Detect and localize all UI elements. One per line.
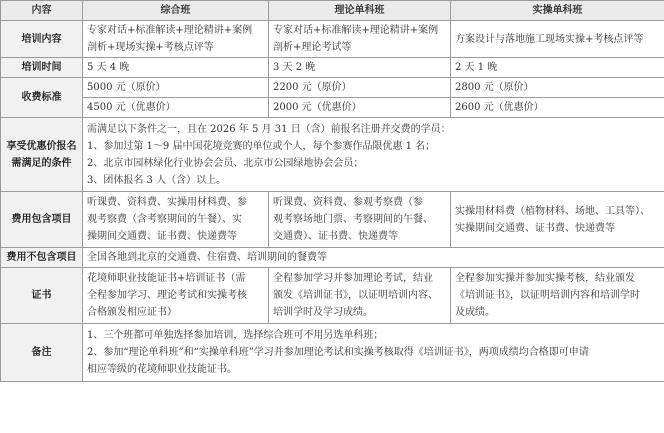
certificate-line: 全程参加实操并参加实操考核，结业颁发 <box>455 273 635 284</box>
content-comprehensive-line: 剖析+现场实操+考核点评等 <box>87 42 214 53</box>
included-line: 观考察费（含考察期间的午餐）、实 <box>87 214 242 225</box>
row-certificate <box>1 268 664 324</box>
fee-discount-theory: 2000 元（优惠价） <box>269 98 451 118</box>
included-line: 听课费、资料费、参观考察费（参 <box>273 197 423 208</box>
discount-condition-line: 需满足以下条件之一，且在 2026 年 5 月 31 日（含）前报名注册并交费的学员： <box>87 123 451 135</box>
row-fee-discount <box>1 98 664 118</box>
included-line: 实操期间交通费、证书费、快递费等 <box>455 222 615 234</box>
content-theory-line: 剖析+理论考试等 <box>273 42 352 53</box>
included-line: 实操用材料费（植物材料、场地、工具等）、 <box>455 205 650 217</box>
label-excluded-items: 费用不包含项目 <box>1 248 83 268</box>
label-discount-line: 需满足的条件 <box>11 157 72 169</box>
notes-text <box>83 324 664 382</box>
included-practice <box>451 192 664 248</box>
certificate-line: 颁发《培训证书》，以证明培训内容、 <box>273 290 438 301</box>
label-certificate: 证书 <box>1 268 83 324</box>
header-content: 内容 <box>1 1 83 21</box>
fee-discount-comprehensive: 4500 元（优惠价） <box>83 98 269 118</box>
time-comprehensive: 5 天 4 晚 <box>83 58 269 78</box>
label-training-content: 培训内容 <box>1 21 83 58</box>
row-training-time <box>1 58 664 78</box>
row-training-content <box>1 21 664 58</box>
discount-condition-line: 2、北京市园林绿化行业协会会员、北京市公园绿地协会会员； <box>87 157 364 169</box>
label-notes: 备注 <box>1 324 83 382</box>
content-practice: 方案设计与落地施工现场实操+考核点评等 <box>451 21 664 58</box>
header-row <box>1 1 664 21</box>
included-comprehensive <box>83 192 269 248</box>
note-line: 相应等级的花境师职业技能证书。 <box>87 364 237 375</box>
certificate-line: 花境师职业技能证书+培训证书（需 <box>87 273 246 284</box>
included-line: 交通费）、证书费、快递费等 <box>273 231 398 242</box>
fee-original-comprehensive: 5000 元（原价） <box>83 78 269 98</box>
certificate-line: 全程参加学习、理论考试和实操考核 <box>87 290 247 301</box>
note-line: 2、参加“理论单科班”和“实操单科班”学习并参加理论考试和实操考核取得《培训证书》，两项成绩均合格即可申请 <box>87 347 589 358</box>
header-comprehensive-class: 综合班 <box>83 1 269 21</box>
header-practice-class: 实操单科班 <box>451 1 664 21</box>
discount-conditions-text <box>83 118 664 192</box>
excluded-items-text: 全国各地到北京的交通费、住宿费、培训期间的餐费等 <box>83 248 664 268</box>
discount-condition-line: 3、团体报名 3 人（含）以上。 <box>87 174 227 186</box>
certificate-comprehensive <box>83 268 269 324</box>
label-training-time: 培训时间 <box>1 58 83 78</box>
certificate-theory <box>269 268 451 324</box>
content-comprehensive <box>83 21 269 58</box>
label-fee-standard: 收费标准 <box>1 78 83 118</box>
row-included-items <box>1 192 664 248</box>
discount-condition-line: 1、参加过第 1～9 届中国花境竞赛的单位或个人，每个参赛作品限优惠 1 名； <box>87 140 436 152</box>
note-line: 1、三个班都可单独选择参加培训，选择综合班可不用另选单科班； <box>87 330 384 341</box>
content-theory <box>269 21 451 58</box>
certificate-line: 及成绩。 <box>455 307 495 318</box>
fee-original-practice: 2800 元（原价） <box>451 78 664 98</box>
header-theory-class: 理论单科班 <box>269 1 451 21</box>
row-fee-original <box>1 78 664 98</box>
fee-discount-practice: 2600 元（优惠价） <box>451 98 664 118</box>
row-discount-conditions <box>1 118 664 192</box>
included-line: 观考察场地门票、考察期间的午餐、 <box>273 214 433 225</box>
row-excluded-items <box>1 248 664 268</box>
certificate-line: 培训学时及学习成绩。 <box>273 307 373 318</box>
content-theory-line: 专家对话+标准解读+理论精讲+案例 <box>273 25 439 36</box>
included-line: 操期间交通费、证书费、快递费等 <box>87 231 237 242</box>
label-included-items: 费用包含项目 <box>1 192 83 248</box>
certificate-line: 《培训证书》，以证明培训内容和培训学时 <box>455 290 640 301</box>
included-line: 听课费、资料费、实操用材料费、参 <box>87 197 247 208</box>
certificate-line: 全程参加学习并参加理论考试，结业 <box>273 273 433 284</box>
label-discount-line: 享受优惠价报名 <box>6 140 77 152</box>
content-comprehensive-line: 专家对话+标准解读+理论精讲+案例 <box>87 25 253 36</box>
label-discount-conditions <box>1 118 83 192</box>
row-notes <box>1 324 664 382</box>
certificate-line: 合格颁发相应证书） <box>87 307 177 318</box>
time-practice: 2 天 1 晚 <box>451 58 664 78</box>
fee-original-theory: 2200 元（原价） <box>269 78 451 98</box>
included-theory <box>269 192 451 248</box>
time-theory: 3 天 2 晚 <box>269 58 451 78</box>
certificate-practice <box>451 268 664 324</box>
